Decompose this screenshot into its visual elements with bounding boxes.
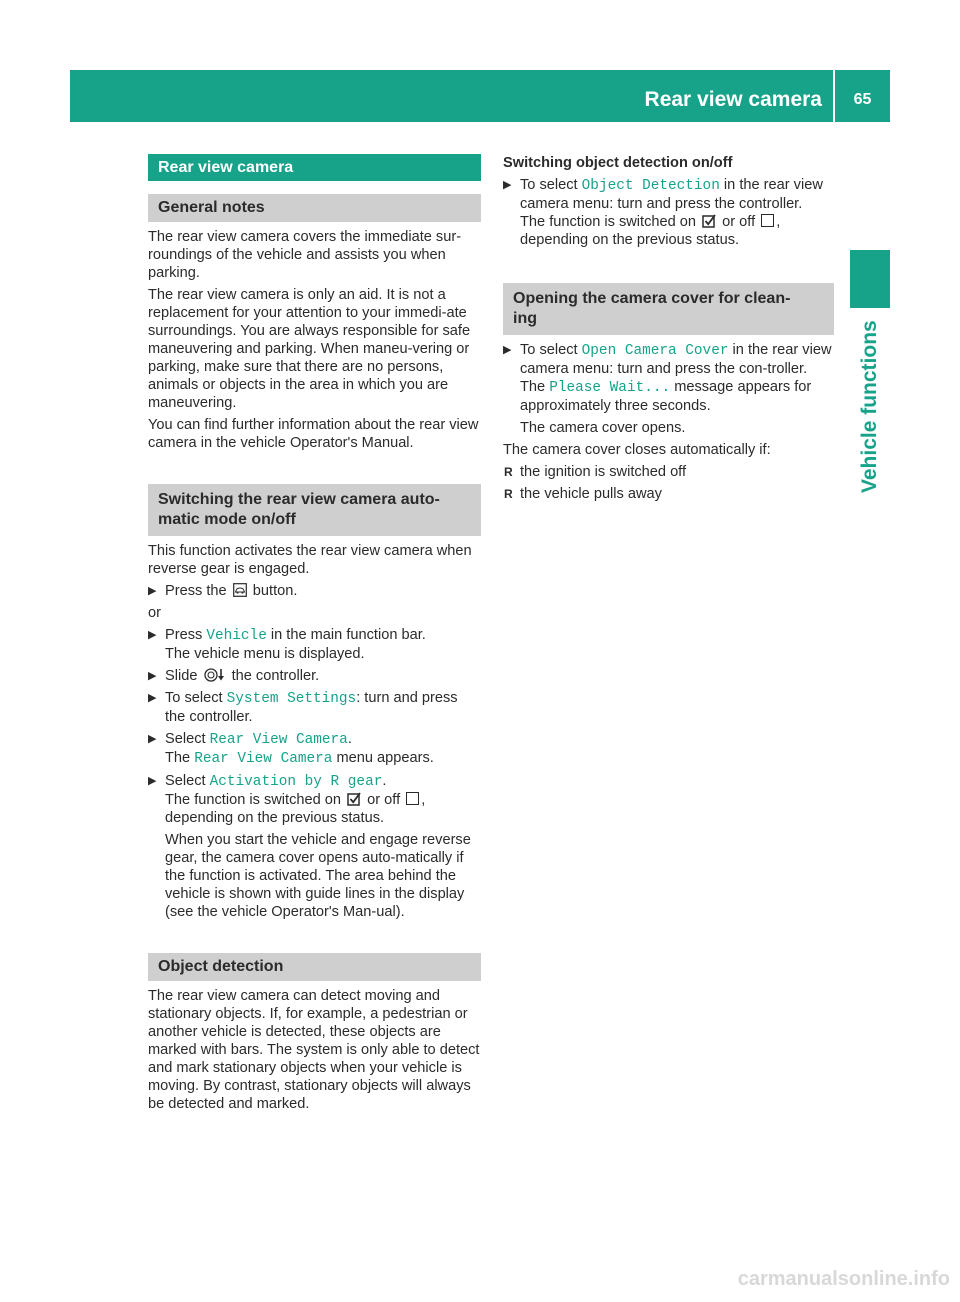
left-column [148, 154, 481, 1117]
arrow-icon: ▶ [148, 775, 157, 787]
general-notes-p1: The rear view camera covers the immediate sur-roundings of the vehicle and assists you when parking. [148, 229, 462, 281]
step-press-vehicle [148, 626, 481, 663]
step-result: The [520, 379, 546, 395]
arrow-icon: ▶ [148, 585, 157, 597]
menu-name-rear-view-camera: Rear View Camera [194, 751, 333, 767]
step-text: : turn and press the controller. [165, 690, 458, 725]
switching-heading-line1: Switching the rear view camera auto- [158, 491, 440, 508]
arrow-icon: ▶ [503, 344, 512, 356]
general-notes-p3: You can find further information about the rear view camera in the vehicle Operator's Manual. [148, 417, 479, 451]
object-detection-heading: Object detection [148, 953, 481, 981]
step-text: . [347, 731, 352, 747]
switching-intro: This function activates the rear view camera when reverse gear is engaged. [148, 543, 472, 577]
step-text: Select [165, 731, 206, 747]
step-text: in the rear view camera menu: turn and press the controller. [520, 177, 823, 212]
step-text: in the rear view camera menu: turn and press the con-troller. [520, 342, 832, 377]
checkbox-empty-icon [406, 792, 419, 805]
step-result: , [421, 792, 426, 808]
general-notes-p2: The rear view camera is only an aid. It is not a replacement for your attention to your immedi-ate surroundings. You are always responsible for safe maneuvering and parking. When maneu-vering or parking, make sure that there are no persons, animals or objects in the area in which you are maneuvering. [148, 287, 471, 411]
side-tab-block [850, 250, 890, 308]
menu-item-object-detection: Object Detection [581, 178, 720, 194]
menu-item-vehicle: Vehicle [206, 628, 267, 644]
checkbox-empty-icon [761, 214, 774, 227]
arrow-icon: ▶ [503, 179, 512, 191]
camera-cover-heading [503, 283, 834, 335]
step-result: or off [722, 214, 756, 230]
bullet-icon: R [504, 465, 513, 479]
arrow-icon: ▶ [148, 733, 157, 745]
step-slide-controller [148, 667, 481, 685]
menu-item-system-settings: System Settings [226, 691, 357, 707]
controller-slide-down-icon [204, 668, 226, 682]
step-result: message appears for approximately three seconds. [520, 379, 812, 414]
watermark: carmanualsonline.info [737, 1268, 950, 1290]
switching-object-heading: Switching object detection on/off [503, 155, 733, 171]
step-text: Press the [165, 583, 227, 599]
vehicle-button-icon [233, 583, 247, 597]
right-column [503, 154, 834, 507]
checkbox-checked-icon [347, 792, 361, 806]
list-item-text: the vehicle pulls away [520, 486, 662, 502]
or-text: or [148, 605, 161, 621]
cover-closes-text: The camera cover closes automatically if: [503, 442, 771, 458]
bullet-icon: R [504, 487, 513, 501]
menu-item-open-camera-cover: Open Camera Cover [581, 343, 729, 359]
arrow-icon: ▶ [148, 629, 157, 641]
message-please-wait: Please Wait... [549, 380, 671, 396]
step-text: Select [165, 773, 206, 789]
arrow-icon: ▶ [148, 670, 157, 682]
camera-cover-heading-line1: Opening the camera cover for clean- [513, 290, 791, 307]
switching-heading [148, 484, 481, 536]
step-text: in the main function bar. [270, 627, 426, 643]
step-result: menu appears. [336, 750, 434, 766]
step-text: To select [165, 690, 223, 706]
page-number: 65 [853, 91, 872, 108]
list-item [503, 463, 834, 481]
step-result: The [165, 750, 191, 766]
step-result: The vehicle menu is displayed. [165, 646, 365, 662]
step-select-object-detection [503, 176, 834, 249]
camera-cover-heading-line2: ing [513, 310, 537, 327]
step-text: Slide [165, 668, 198, 684]
step-text: the controller. [231, 668, 320, 684]
object-detection-p1: The rear view camera can detect moving and stationary objects. If, for example, a pedestrian or another vehicle is detected, these objects are marked with bars. The system is only able to detect and mark stationary objects when your vehicle is moving. By contrast, stationary objects will always be detected and marked. [148, 988, 480, 1112]
step-select-rear-view-camera [148, 730, 481, 768]
step-select-open-camera-cover [503, 341, 834, 437]
checkbox-checked-icon [702, 214, 716, 228]
menu-item-rear-view-camera: Rear View Camera [209, 732, 348, 748]
step-result: depending on the previous status. [520, 232, 740, 248]
step-text: . [382, 773, 387, 789]
step-select-activation [148, 772, 481, 921]
list-item [503, 485, 834, 503]
step-result: depending on the previous status. [165, 810, 385, 826]
arrow-icon: ▶ [148, 692, 157, 704]
step-result: The function is switched on [165, 792, 342, 808]
step-select-system-settings [148, 689, 481, 726]
switching-heading-line2: matic mode on/off [158, 511, 296, 528]
step-result: The function is switched on [520, 214, 697, 230]
section-title: Rear view camera [148, 154, 481, 181]
step-note: When you start the vehicle and engage reverse gear, the camera cover opens auto-matically if the function is activated. The area behind the vehicle is shown with guide lines in the display (see the vehicle Operator's Man-ual). [165, 832, 471, 920]
step-result: , [776, 214, 781, 230]
step-press-button [148, 582, 481, 600]
step-result: or off [367, 792, 401, 808]
step-text: To select [520, 177, 578, 193]
menu-item-activation-by-r-gear: Activation by R gear [209, 774, 383, 790]
side-tab-label: Vehicle functions [858, 320, 881, 493]
step-text: button. [252, 583, 298, 599]
step-result-opens: The camera cover opens. [520, 420, 686, 436]
step-text: To select [520, 342, 578, 358]
list-item-text: the ignition is switched off [520, 464, 687, 480]
general-notes-heading: General notes [148, 194, 481, 222]
step-text: Press [165, 627, 203, 643]
page-title: Rear view camera [644, 88, 822, 111]
